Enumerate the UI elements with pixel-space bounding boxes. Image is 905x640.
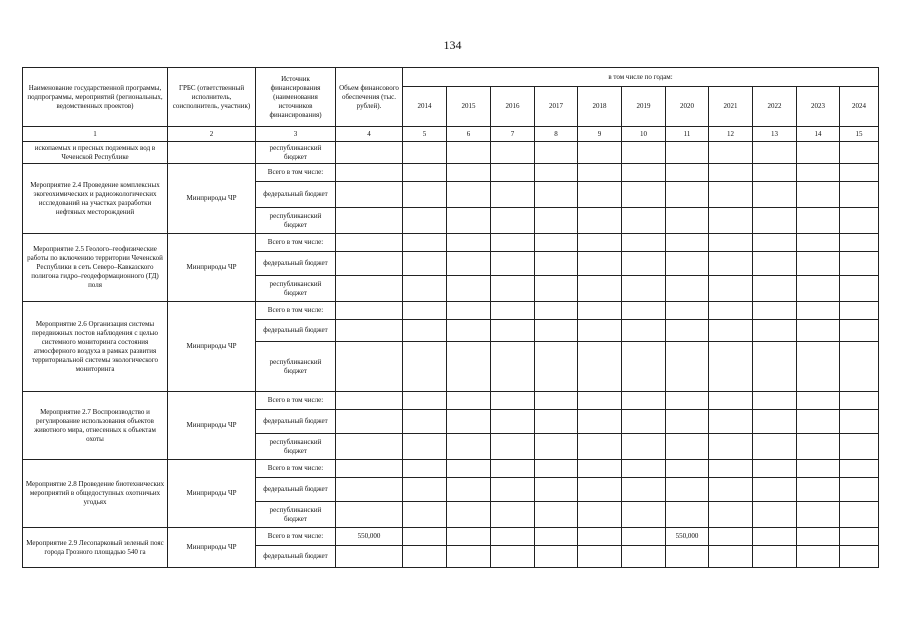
- year-value-cell: [840, 302, 879, 320]
- header-year: 2014: [403, 87, 447, 127]
- volume-cell: [336, 342, 403, 392]
- year-value-cell: [840, 392, 879, 410]
- year-value-cell: [753, 434, 797, 460]
- funding-source: республиканский бюджет: [256, 434, 336, 460]
- year-value-cell: [622, 434, 666, 460]
- year-value-cell: [447, 342, 491, 392]
- year-value-cell: [666, 302, 709, 320]
- volume-cell: [336, 182, 403, 208]
- year-value-cell: [797, 182, 840, 208]
- header-year: 2020: [666, 87, 709, 127]
- table-row: [23, 392, 879, 410]
- year-value-cell: [709, 320, 753, 342]
- volume-cell: [336, 460, 403, 478]
- year-value-cell: [666, 252, 709, 276]
- year-value-cell: [666, 208, 709, 234]
- year-value-cell: [535, 208, 578, 234]
- header-year: 2018: [578, 87, 622, 127]
- year-value-cell: [447, 182, 491, 208]
- year-value-cell: [622, 392, 666, 410]
- year-value-cell: [403, 342, 447, 392]
- year-value-cell: [403, 392, 447, 410]
- year-value-cell: [447, 410, 491, 434]
- year-value-cell: [709, 478, 753, 502]
- year-value-cell: [840, 234, 879, 252]
- year-value-cell: [753, 142, 797, 164]
- funding-source: федеральный бюджет: [256, 252, 336, 276]
- year-value-cell: [491, 164, 535, 182]
- page-number: 134: [443, 38, 462, 52]
- year-value-cell: [840, 164, 879, 182]
- year-value-cell: [403, 434, 447, 460]
- year-value-cell: [447, 252, 491, 276]
- year-value-cell: [403, 320, 447, 342]
- year-value-cell: [622, 546, 666, 568]
- year-value-cell: [491, 182, 535, 208]
- year-value-cell: [535, 182, 578, 208]
- year-value-cell: [709, 164, 753, 182]
- year-value-cell: [403, 276, 447, 302]
- funding-source: республиканский бюджет: [256, 276, 336, 302]
- volume-cell: 550,000: [336, 528, 403, 546]
- table-row: [23, 164, 879, 182]
- year-value-cell: [403, 182, 447, 208]
- year-value-cell: [535, 142, 578, 164]
- year-value-cell: [666, 142, 709, 164]
- year-value-cell: [753, 528, 797, 546]
- year-value-cell: [709, 410, 753, 434]
- funding-source: республиканский бюджет: [256, 142, 336, 164]
- year-value-cell: [666, 320, 709, 342]
- column-number: 2: [168, 127, 256, 142]
- column-number: 9: [578, 127, 622, 142]
- year-value-cell: [535, 320, 578, 342]
- column-number: 12: [709, 127, 753, 142]
- column-number: 15: [840, 127, 879, 142]
- funding-source: федеральный бюджет: [256, 320, 336, 342]
- year-value-cell: [622, 410, 666, 434]
- year-value-cell: [447, 276, 491, 302]
- year-value-cell: [753, 410, 797, 434]
- year-value-cell: [578, 302, 622, 320]
- year-value-cell: [797, 302, 840, 320]
- year-value-cell: [753, 392, 797, 410]
- year-value-cell: [840, 502, 879, 528]
- year-value-cell: [622, 208, 666, 234]
- year-value-cell: [535, 234, 578, 252]
- year-value-cell: [753, 252, 797, 276]
- header-year: 2017: [535, 87, 578, 127]
- grbs-cell: Минприроды ЧР: [168, 392, 256, 460]
- year-value-cell: [447, 546, 491, 568]
- year-value-cell: [797, 208, 840, 234]
- year-value-cell: [447, 460, 491, 478]
- year-value-cell: [753, 276, 797, 302]
- funding-source: республиканский бюджет: [256, 502, 336, 528]
- year-value-cell: [535, 302, 578, 320]
- measure-name: Мероприятие 2.9 Лесопарковый зеленый пояс города Грозного площадью 540 га: [23, 528, 168, 568]
- year-value-cell: [578, 434, 622, 460]
- year-value-cell: [709, 302, 753, 320]
- column-numbers-row: [23, 127, 879, 142]
- year-value-cell: [622, 234, 666, 252]
- year-value-cell: [535, 276, 578, 302]
- volume-cell: [336, 502, 403, 528]
- table-body: [23, 142, 879, 568]
- year-value-cell: [403, 164, 447, 182]
- year-value-cell: [666, 234, 709, 252]
- year-value-cell: [447, 142, 491, 164]
- year-value-cell: [840, 410, 879, 434]
- table-row: [23, 302, 879, 320]
- year-value-cell: [753, 302, 797, 320]
- year-value-cell: [403, 208, 447, 234]
- year-value-cell: [797, 392, 840, 410]
- year-value-cell: [535, 434, 578, 460]
- year-value-cell: [622, 252, 666, 276]
- year-value-cell: [797, 142, 840, 164]
- year-value-cell: [709, 208, 753, 234]
- year-value-cell: [578, 320, 622, 342]
- column-number: 1: [23, 127, 168, 142]
- table-row: [23, 528, 879, 546]
- year-value-cell: [491, 252, 535, 276]
- column-number: 4: [336, 127, 403, 142]
- year-value-cell: [578, 410, 622, 434]
- year-value-cell: [753, 546, 797, 568]
- volume-cell: [336, 142, 403, 164]
- year-value-cell: [491, 142, 535, 164]
- year-value-cell: [578, 460, 622, 478]
- year-value-cell: [797, 478, 840, 502]
- volume-cell: [336, 392, 403, 410]
- header-year: 2022: [753, 87, 797, 127]
- year-value-cell: [578, 142, 622, 164]
- header-year: 2019: [622, 87, 666, 127]
- volume-cell: [336, 252, 403, 276]
- year-value-cell: [535, 164, 578, 182]
- year-value-cell: [535, 252, 578, 276]
- grbs-cell: Минприроды ЧР: [168, 528, 256, 568]
- year-value-cell: [447, 392, 491, 410]
- header-year: 2015: [447, 87, 491, 127]
- funding-source: республиканский бюджет: [256, 208, 336, 234]
- year-value-cell: [753, 208, 797, 234]
- measure-name: Мероприятие 2.4 Проведение комплексных экогеохимических и радиоэкологических исследований на участках разработки нефтяных месторождений: [23, 164, 168, 234]
- year-value-cell: [709, 342, 753, 392]
- year-value-cell: [403, 528, 447, 546]
- funding-source: федеральный бюджет: [256, 182, 336, 208]
- year-value-cell: [578, 252, 622, 276]
- column-number: 5: [403, 127, 447, 142]
- year-value-cell: [797, 410, 840, 434]
- year-value-cell: [709, 252, 753, 276]
- column-number: 7: [491, 127, 535, 142]
- year-value-cell: [491, 208, 535, 234]
- year-value-cell: [622, 528, 666, 546]
- year-value-cell: [666, 434, 709, 460]
- year-value-cell: [578, 546, 622, 568]
- funding-source: федеральный бюджет: [256, 478, 336, 502]
- year-value-cell: [709, 392, 753, 410]
- header-name: Наименование государственной программы, подпрограммы, мероприятий (региональных, ведомственных проектов): [23, 68, 168, 127]
- column-number: 6: [447, 127, 491, 142]
- year-value-cell: [447, 164, 491, 182]
- year-value-cell: [403, 302, 447, 320]
- year-value-cell: [447, 528, 491, 546]
- measure-name: Мероприятие 2.7 Воспроизводство и регулирование использования объектов животного мира, отнесенных к объектам охоты: [23, 392, 168, 460]
- year-value-cell: [622, 342, 666, 392]
- year-value-cell: [491, 528, 535, 546]
- year-value-cell: [709, 182, 753, 208]
- year-value-cell: [491, 302, 535, 320]
- year-value-cell: [840, 208, 879, 234]
- table-row: [23, 234, 879, 252]
- header-grbs: ГРБС (ответственный исполнитель, соисполнитель, участник): [168, 68, 256, 127]
- year-value-cell: [840, 342, 879, 392]
- year-value-cell: [535, 342, 578, 392]
- year-value-cell: [840, 434, 879, 460]
- year-value-cell: [491, 478, 535, 502]
- year-value-cell: [622, 320, 666, 342]
- year-value-cell: [578, 276, 622, 302]
- year-value-cell: [622, 182, 666, 208]
- year-value-cell: [797, 546, 840, 568]
- year-value-cell: [709, 502, 753, 528]
- column-number: 10: [622, 127, 666, 142]
- funding-source: Всего в том числе:: [256, 234, 336, 252]
- year-value-cell: [797, 342, 840, 392]
- funding-source: Всего в том числе:: [256, 164, 336, 182]
- year-value-cell: [403, 410, 447, 434]
- year-value-cell: [797, 320, 840, 342]
- year-value-cell: [797, 460, 840, 478]
- year-value-cell: [840, 182, 879, 208]
- year-value-cell: [491, 320, 535, 342]
- year-value-cell: [578, 502, 622, 528]
- year-value-cell: [447, 234, 491, 252]
- year-value-cell: [447, 302, 491, 320]
- funding-source: Всего в том числе:: [256, 392, 336, 410]
- year-value-cell: [535, 528, 578, 546]
- year-value-cell: [666, 546, 709, 568]
- column-number: 8: [535, 127, 578, 142]
- year-value-cell: [753, 164, 797, 182]
- header-source: Источник финансирования (наименования источников финансирования): [256, 68, 336, 127]
- year-value-cell: [709, 434, 753, 460]
- year-value-cell: [797, 234, 840, 252]
- year-value-cell: [797, 276, 840, 302]
- year-value-cell: [491, 460, 535, 478]
- year-value-cell: [535, 460, 578, 478]
- year-value-cell: [578, 182, 622, 208]
- year-value-cell: [840, 142, 879, 164]
- year-value-cell: [797, 252, 840, 276]
- year-value-cell: [403, 142, 447, 164]
- year-value-cell: [622, 460, 666, 478]
- year-value-cell: [491, 342, 535, 392]
- year-value-cell: [709, 546, 753, 568]
- year-value-cell: [753, 342, 797, 392]
- year-value-cell: [622, 478, 666, 502]
- year-value-cell: [491, 410, 535, 434]
- funding-source: Всего в том числе:: [256, 302, 336, 320]
- year-value-cell: [666, 410, 709, 434]
- grbs-cell: Минприроды ЧР: [168, 234, 256, 302]
- year-value-cell: [666, 182, 709, 208]
- funding-source: республиканский бюджет: [256, 342, 336, 392]
- volume-cell: [336, 164, 403, 182]
- year-value-cell: [578, 478, 622, 502]
- year-value-cell: [753, 460, 797, 478]
- year-value-cell: [578, 392, 622, 410]
- volume-cell: [336, 276, 403, 302]
- year-value-cell: [447, 478, 491, 502]
- year-value-cell: [840, 528, 879, 546]
- year-value-cell: [797, 434, 840, 460]
- year-value-cell: [709, 276, 753, 302]
- year-value-cell: [709, 142, 753, 164]
- year-value-cell: [535, 546, 578, 568]
- year-value-cell: [447, 320, 491, 342]
- year-value-cell: [753, 478, 797, 502]
- year-value-cell: [535, 502, 578, 528]
- volume-cell: [336, 208, 403, 234]
- volume-cell: [336, 320, 403, 342]
- column-number: 14: [797, 127, 840, 142]
- year-value-cell: [491, 276, 535, 302]
- year-value-cell: [578, 342, 622, 392]
- grbs-cell: [168, 142, 256, 164]
- column-number: 13: [753, 127, 797, 142]
- year-value-cell: [753, 234, 797, 252]
- year-value-cell: [709, 460, 753, 478]
- column-number: 3: [256, 127, 336, 142]
- table-row: [23, 460, 879, 478]
- year-value-cell: [797, 502, 840, 528]
- year-value-cell: [709, 234, 753, 252]
- year-value-cell: [578, 234, 622, 252]
- measure-name: ископаемых и пресных подземных вод в Чеченской Республике: [23, 142, 168, 164]
- year-value-cell: [535, 392, 578, 410]
- year-value-cell: [666, 276, 709, 302]
- financing-table: [22, 67, 879, 568]
- year-value-cell: [840, 276, 879, 302]
- year-value-cell: [622, 276, 666, 302]
- year-value-cell: [666, 460, 709, 478]
- year-value-cell: [840, 252, 879, 276]
- header-volume: Объем финансового обеспечения (тыс. рублей).: [336, 68, 403, 127]
- year-value-cell: [622, 164, 666, 182]
- year-value-cell: [666, 502, 709, 528]
- header-year: 2024: [840, 87, 879, 127]
- year-value-cell: [578, 208, 622, 234]
- year-value-cell: [535, 410, 578, 434]
- funding-source: федеральный бюджет: [256, 546, 336, 568]
- year-value-cell: [403, 546, 447, 568]
- year-value-cell: [535, 478, 578, 502]
- measure-name: Мероприятие 2.5 Геолого–геофизические работы по включению территории Чеченской Республики в сеть Северо–Кавказского полигона гидро–геодеформационного (ГД) поля: [23, 234, 168, 302]
- year-value-cell: [491, 434, 535, 460]
- header-year: 2016: [491, 87, 535, 127]
- volume-cell: [336, 234, 403, 252]
- year-value-cell: 550,000: [666, 528, 709, 546]
- header-year: 2021: [709, 87, 753, 127]
- header-year: 2023: [797, 87, 840, 127]
- year-value-cell: [403, 252, 447, 276]
- header-years-group: в том числе по годам:: [403, 68, 879, 87]
- grbs-cell: Минприроды ЧР: [168, 302, 256, 392]
- year-value-cell: [447, 434, 491, 460]
- funding-source: федеральный бюджет: [256, 410, 336, 434]
- year-value-cell: [622, 142, 666, 164]
- year-value-cell: [403, 460, 447, 478]
- year-value-cell: [753, 502, 797, 528]
- year-value-cell: [840, 460, 879, 478]
- grbs-cell: Минприроды ЧР: [168, 164, 256, 234]
- year-value-cell: [491, 546, 535, 568]
- measure-name: Мероприятие 2.6 Организация системы передвижных постов наблюдения с целью системного мониторинга состояния атмосферного воздуха в рамках развития территориальной системы экологического мониторинга: [23, 302, 168, 392]
- funding-source: Всего в том числе:: [256, 528, 336, 546]
- year-value-cell: [491, 502, 535, 528]
- year-value-cell: [403, 234, 447, 252]
- year-value-cell: [578, 528, 622, 546]
- year-value-cell: [447, 208, 491, 234]
- year-value-cell: [709, 528, 753, 546]
- year-value-cell: [666, 164, 709, 182]
- table-row: [23, 142, 879, 164]
- year-value-cell: [491, 234, 535, 252]
- year-value-cell: [491, 392, 535, 410]
- year-value-cell: [666, 478, 709, 502]
- volume-cell: [336, 478, 403, 502]
- year-value-cell: [622, 502, 666, 528]
- year-value-cell: [840, 478, 879, 502]
- year-value-cell: [753, 320, 797, 342]
- year-value-cell: [840, 546, 879, 568]
- year-value-cell: [797, 164, 840, 182]
- volume-cell: [336, 410, 403, 434]
- year-value-cell: [403, 478, 447, 502]
- volume-cell: [336, 434, 403, 460]
- year-value-cell: [403, 502, 447, 528]
- column-number: 11: [666, 127, 709, 142]
- year-value-cell: [622, 302, 666, 320]
- year-value-cell: [666, 342, 709, 392]
- year-value-cell: [447, 502, 491, 528]
- funding-source: Всего в том числе:: [256, 460, 336, 478]
- year-value-cell: [840, 320, 879, 342]
- grbs-cell: Минприроды ЧР: [168, 460, 256, 528]
- year-value-cell: [797, 528, 840, 546]
- year-value-cell: [666, 392, 709, 410]
- year-value-cell: [753, 182, 797, 208]
- year-value-cell: [578, 164, 622, 182]
- volume-cell: [336, 546, 403, 568]
- measure-name: Мероприятие 2.8 Проведение биотехнических мероприятий в общедоступных охотничьих угодьях: [23, 460, 168, 528]
- volume-cell: [336, 302, 403, 320]
